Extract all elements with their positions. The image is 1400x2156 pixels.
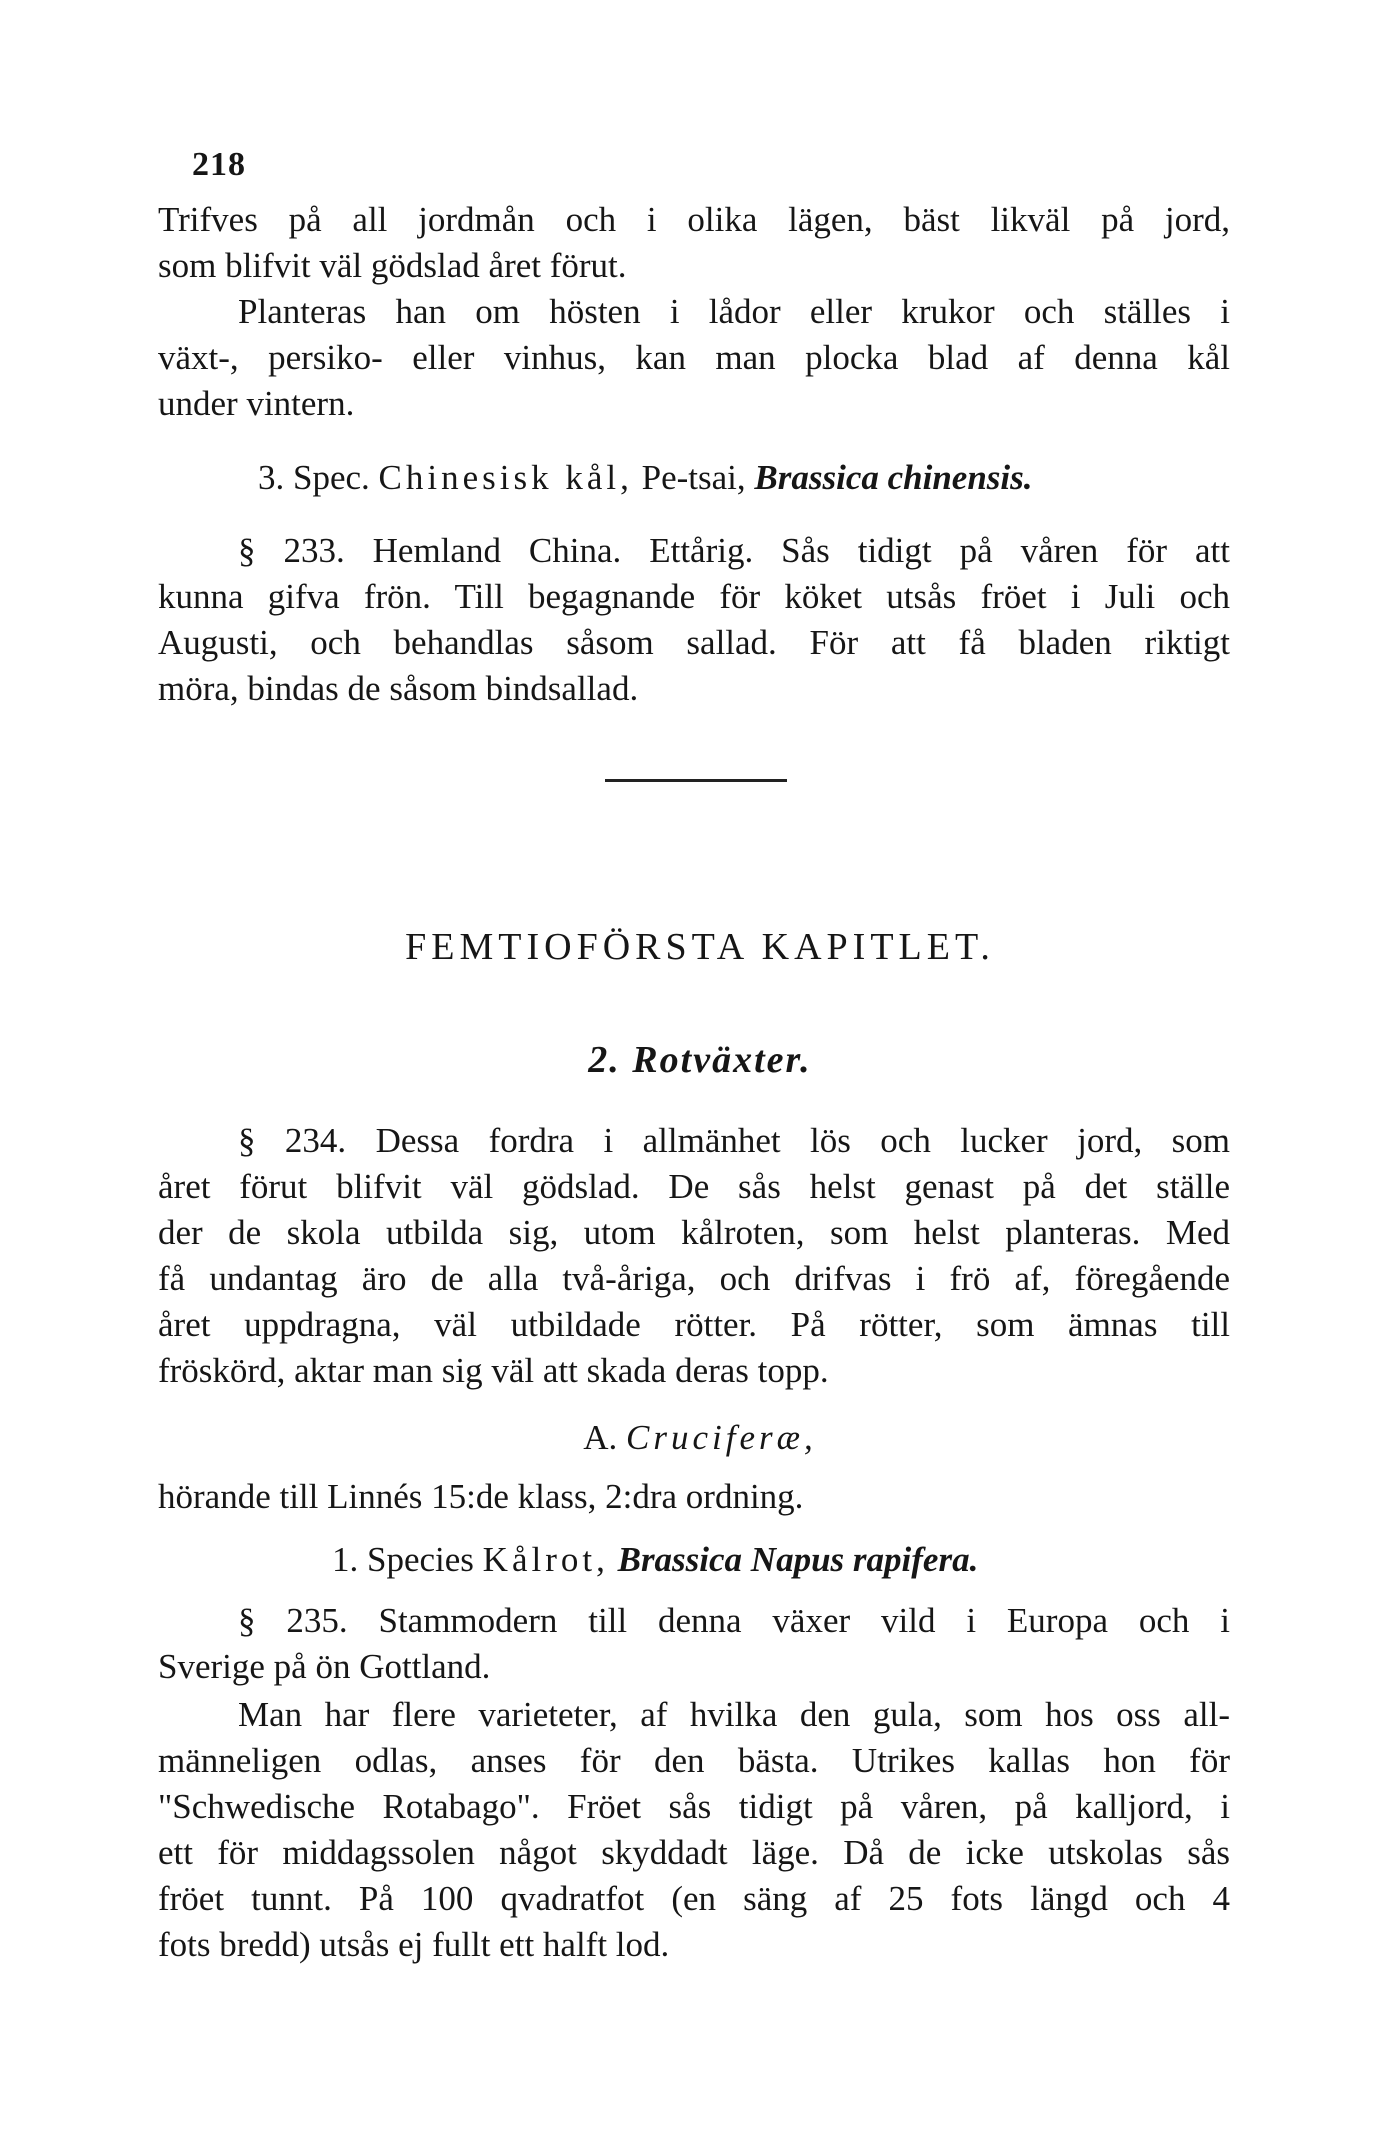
text-line: kunna gifva frön. Till begagnande för köket utsås fröet i Juli och	[158, 577, 1230, 616]
text-line: som blifvit väl gödslad året förut.	[158, 246, 627, 285]
species-latin-name: Brassica Napus rapifera.	[617, 1540, 979, 1579]
text-line: under vintern.	[158, 384, 355, 423]
text-line: året förut blifvit väl gödslad. De sås helst genast på det ställe	[158, 1167, 1230, 1206]
text-line: hörande till Linnés 15:de klass, 2:dra ordning.	[158, 1477, 804, 1516]
text-line: möra, bindas de såsom bindsallad.	[158, 669, 639, 708]
text-line: § 235. Stammodern till denna växer vild i Europa och i	[238, 1601, 1230, 1640]
page-number: 218	[192, 146, 246, 183]
paragraph-varieteter	[158, 1692, 1230, 1968]
text-line: Augusti, och behandlas såsom sallad. För att få bladen riktigt	[158, 623, 1230, 662]
species-latin-name: Brassica chinensis.	[754, 458, 1033, 497]
group-heading-cruciferae	[0, 1418, 1400, 1458]
subsection-heading: 2. Rotväxter.	[588, 1039, 812, 1081]
text-line: året uppdragna, väl utbildade rötter. På rötter, som ämnas till	[158, 1305, 1230, 1344]
text-line: der de skola utbilda sig, utom kålroten, som helst planteras. Med	[158, 1213, 1230, 1252]
text-line: fröskörd, aktar man sig väl att skada deras topp.	[158, 1351, 829, 1390]
text-line: växt-, persiko- eller vinhus, kan man plocka blad af denna kål	[158, 338, 1230, 377]
species-name: Kålrot,	[482, 1540, 609, 1579]
section-235	[158, 1598, 1230, 1690]
species-heading-kalrot	[332, 1540, 978, 1580]
species-name: Chinesisk kål,	[378, 458, 633, 497]
text-line: Man har flere varieteter, af hvilka den gula, som hos oss all-	[238, 1695, 1230, 1734]
text-line: § 234. Dessa fordra i allmänhet lös och lucker jord, som	[238, 1121, 1230, 1160]
text-line: ett för middagssolen något skyddadt läge. Då de icke utskolas sås	[158, 1833, 1230, 1872]
group-letter: A.	[583, 1418, 618, 1457]
text-line: fröet tunnt. På 100 qvadratfot (en säng af 25 fots längd och 4	[158, 1879, 1230, 1918]
text-line: männeligen odlas, anses för den bästa. Utrikes kallas hon för	[158, 1741, 1230, 1780]
linne-classification	[158, 1474, 1230, 1520]
text-line: Sverige på ön Gottland.	[158, 1647, 491, 1686]
text-line: fots bredd) utsås ej fullt ett halft lod.	[158, 1925, 670, 1964]
section-234	[158, 1118, 1230, 1394]
text-line: Planteras han om hösten i lådor eller krukor och ställes i	[238, 292, 1230, 331]
species-common-name: Pe-tsai,	[641, 458, 746, 497]
text-line: "Schwedische Rotabago". Fröet sås tidigt på våren, på kalljord, i	[158, 1787, 1230, 1826]
group-name: Cruciferæ,	[626, 1418, 817, 1457]
species-number: 1. Species	[332, 1540, 474, 1579]
text-line: få undantag äro de alla två-åriga, och drifvas i frö af, föregående	[158, 1259, 1230, 1298]
species-heading-chinesisk-kal	[258, 458, 1033, 498]
text-line: § 233. Hemland China. Ettårig. Sås tidigt på våren för att	[238, 531, 1230, 570]
paragraph-continuation	[158, 197, 1230, 427]
section-divider-rule	[605, 779, 787, 782]
text-line: Trifves på all jordmån och i olika lägen, bäst likväl på jord,	[158, 200, 1230, 239]
chapter-heading: FEMTIOFÖRSTA KAPITLET.	[405, 926, 995, 968]
section-233	[158, 528, 1230, 712]
species-number: 3. Spec.	[258, 458, 370, 497]
